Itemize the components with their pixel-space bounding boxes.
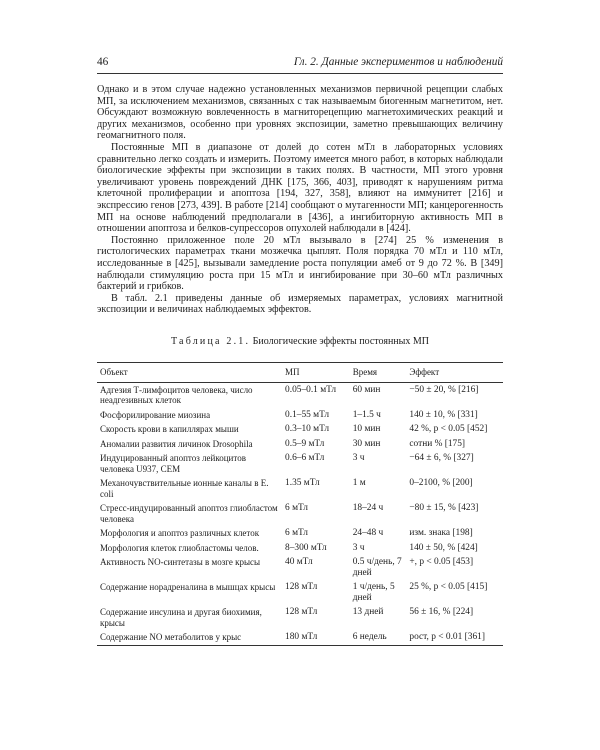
cell-effect: −50 ± 20, % [216] — [409, 384, 479, 395]
table-caption — [97, 336, 503, 347]
table-caption-title: Биологические эффекты постоянных МП — [252, 336, 429, 347]
col-header-field: МП — [285, 367, 300, 377]
cell-effect: −80 ± 15, % [423] — [409, 503, 479, 513]
cell-effect: +, p < 0.05 [453] — [409, 557, 474, 567]
cell-object: Активность NO-синтетазы в мозге крысы — [100, 557, 261, 567]
cell-effect: изм. знака [198] — [409, 528, 473, 538]
cell-object: Содержание норадреналина в мышцах крысы — [100, 582, 276, 592]
cell-effect: 140 ± 10, % [331] — [409, 409, 478, 420]
cell-effect: 42 %, p < 0.05 [452] — [409, 424, 488, 434]
paragraph: Постоянные МП в диапазоне от долей до сотен мТл в лабораторных условиях сравнительно легко создать и измерить. Поэтому имеется много работ, в которых наблюдали биологические эффекты при экспозиции в таких полях. В частности, МП этого уровня увеличивают уровень повреждений ДНК [175, 366, 403], приводят к нарушениям ритма клеточной пролиферации и апоптоза [194, 327, 358], влияют на иммунитет [216] и экспрессию генов [273, 439]. В работе [214] сообщают о мутагенности МП; канцерогенность МП на основе наблюдений предполагали в [436], а ингибиторную активность МП в отношении апоптоза и белков-супрессоров опухолей наблюдали в [424]. — [97, 141, 503, 235]
col-header-effect: Эффект — [409, 367, 440, 377]
cell-field: 1.35 мТл — [285, 478, 320, 488]
effects-table — [97, 362, 503, 646]
cell-field: 0.6–6 мТл — [285, 453, 325, 463]
cell-effect: 140 ± 50, % [424] — [409, 542, 478, 553]
cell-object: Морфология и апоптоз различных клеток — [100, 528, 260, 538]
table-row — [97, 382, 503, 408]
table-header-row — [97, 363, 503, 383]
table-row — [97, 422, 503, 437]
cell-effect: 56 ± 16, % [224] — [409, 607, 474, 617]
paragraph: Однако и в этом случае надежно установленных механизмов первичной рецепции слабых МП, за исключением механизмов, связанных с так называемым биогенным магнетитом, нет. Обсуждают возможную вовлеченность в магниторецепцию магнетохимических реакций и других механизмов, особенно при уровнях экспозиции, заметно превышающих величину геомагнитного поля. — [97, 84, 503, 142]
cell-time: 1 м — [352, 478, 366, 488]
cell-field: 8–300 мТл — [285, 542, 327, 553]
table-row — [97, 476, 503, 501]
cell-time: 1–1.5 ч — [352, 409, 381, 420]
header-rule — [97, 73, 503, 74]
col-header-time: Время — [352, 367, 378, 377]
cell-field: 6 мТл — [285, 503, 308, 513]
cell-time: 10 мин — [352, 424, 381, 434]
cell-object: Аномалии развития личинок Drosophila — [100, 438, 253, 449]
cell-object: Содержание инсулина и другая биохимия, крысы — [100, 607, 262, 628]
running-title: Гл. 2. Данные экспериментов и наблюдений — [293, 56, 503, 68]
table-row — [97, 526, 503, 541]
cell-object: Морфология клеток глиобластомы челов. — [100, 542, 259, 553]
cell-object: Содержание NO метаболитов у крыс — [100, 632, 242, 642]
table-row — [97, 605, 503, 630]
cell-object: Адгезия Т-лимфоцитов человека, число неадгезивных клеток — [100, 384, 253, 405]
paragraph: Постоянно приложенное поле 20 мТл вызывало в [274] 25 % изменения в гистологических параметрах ткани мозжечка цыплят. Поля порядка 70 мТл и 110 мТл, исследованные в [425], вызывали замедление роста популяции амеб от 9 до 72 %. В [349] наблюдали стимуляцию роста при 15 мТл и ингибирование при 30–60 мТл различных бактерий и грибков. — [97, 234, 503, 293]
paragraph: В табл. 2.1 приведены данные об измеряемых параметрах, условиях магнитной экспозиции и величинах наблюдаемых эффектов. — [97, 292, 503, 316]
cell-effect: 25 %, p < 0.05 [415] — [409, 582, 488, 592]
cell-time: 6 недель — [352, 632, 387, 642]
cell-time: 1 ч/день, 5 дней — [352, 582, 395, 603]
cell-time: 3 ч — [352, 453, 365, 463]
cell-time: 3 ч — [352, 542, 365, 553]
cell-field: 0.3–10 мТл — [285, 424, 330, 434]
table-row — [97, 408, 503, 423]
cell-time: 30 мин — [352, 438, 381, 449]
cell-effect: −64 ± 6, % [327] — [409, 453, 474, 463]
cell-field: 6 мТл — [285, 528, 308, 538]
cell-field: 0.5–9 мТл — [285, 438, 325, 449]
body-text — [97, 84, 503, 316]
cell-object: Индуцированный апоптоз лейкоцитов человека U937, CEM — [100, 453, 246, 474]
table-row — [97, 501, 503, 526]
table-row — [97, 580, 503, 605]
cell-field: 40 мТл — [285, 557, 313, 567]
cell-effect: рост, p < 0.01 [361] — [409, 632, 485, 642]
running-header — [97, 56, 503, 72]
cell-object: Фосфорилирование миозина — [100, 409, 211, 420]
cell-time: 18–24 ч — [352, 503, 384, 513]
page-number: 46 — [97, 56, 109, 68]
col-header-object: Объект — [100, 367, 128, 377]
cell-field: 180 мТл — [285, 632, 318, 642]
table-row — [97, 630, 503, 645]
cell-field: 0.05–0.1 мТл — [285, 384, 337, 395]
cell-effect: сотни % [175] — [409, 438, 466, 449]
cell-time: 24–48 ч — [352, 528, 384, 538]
table-row — [97, 451, 503, 476]
table-row — [97, 555, 503, 580]
cell-object: Механочувствительные ионные каналы в E. coli — [100, 478, 269, 499]
table-caption-label: Таблица 2.1. — [171, 336, 251, 347]
cell-object: Стресс-индуцированный апоптоз глиобластом человека — [100, 503, 278, 524]
cell-object: Скорость крови в капиллярах мыши — [100, 424, 239, 434]
cell-field: 0.1–55 мТл — [285, 409, 330, 420]
table-row — [97, 437, 503, 452]
cell-effect: 0–2100, % [200] — [409, 478, 473, 488]
cell-time: 0.5 ч/день, 7 дней — [352, 557, 402, 578]
table-row — [97, 541, 503, 556]
cell-time: 13 дней — [352, 607, 384, 617]
cell-field: 128 мТл — [285, 607, 318, 617]
cell-field: 128 мТл — [285, 582, 318, 592]
cell-time: 60 мин — [352, 384, 381, 395]
